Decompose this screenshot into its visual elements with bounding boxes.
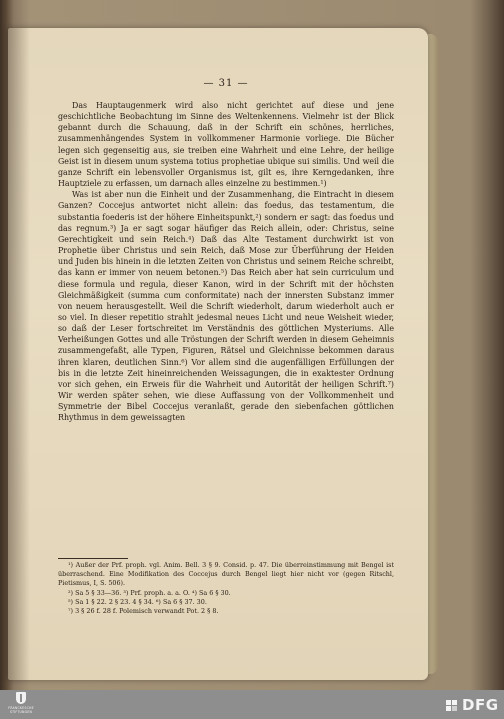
page-number: — 31 — <box>203 78 249 89</box>
gutter-shadow <box>8 28 30 680</box>
footnote-1: ¹) Außer der Prf. proph. vgl. Anim. Bell. 3 § 9. Consid. p. 47. Die überreinstimmung mit Bengel ist überraschend. Eine Modifikation des Coccejus durch Bengel liegt hier nicht vor (gegen Ritschl, Pietismus, I, S. 506). <box>58 561 394 588</box>
library-name-line-2: STIFTUNGEN <box>9 710 33 714</box>
viewer-bottom-bar <box>0 690 504 719</box>
library-logo <box>6 692 36 717</box>
body-text <box>58 100 394 424</box>
footnote-row-3: ⁵) Sa 1 § 22. 2 § 23. 4 § 34. ⁶) Sa 6 § 37. 30. <box>68 597 207 606</box>
paragraph-2: Was ist aber nun die Einheit und der Zusammenhang, die Eintracht in diesem Ganzen? Coccejus antwortet nicht allein: das foedus, das testamentum, die substantia foederis ist der höhere Einheitspunkt,²) sondern er sagt: das foedus und das regnum.³) Ja er sagt sogar häufiger das Reich allein, oder: Christus, seine Gerechtigkeit und sein Reich.⁴) Daß das Alte Testament durchwirkt ist von Prophetie über Christus und sein Reich, daß Mose zur Überführung der Heiden und Juden bis hinein in die letzten Zeiten von Christus und seinem Reiche schreibt, das kann er immer von neuem betonen.⁵) Das Reich aber hat sein curriculum und diese formula und regula, dieser Kanon, wird in der Schrift mit der höchsten Gleichmäßigkeit (summa cum conformitate) nach der innersten Substanz immer von neuem herausgestellt. Weil die Schrift wiederholt, darum wiederholt auch er so viel. In dieser repetitio strahlt jedesmal neues Licht und neue Weisheit wieder, so daß der Leser fortschreitet im Verständnis des göttlichen Mysteriums. Alle Verheißungen Gottes und alle Tröstungen der Schrift werden in diesem Geheimnis zusammengefaßt, alle Typen, Figuren, Rätsel und Gleichnisse bekommen daraus ihren klaren, deutlichen Sinn.⁶) Vor allem sind die augenfälligen Erfüllungen der bis in die letzte Zeit hineinreichenden Weissagungen, die in exaktester Ordnung vor sich gehen, ein Erweis für die Wahrheit und Autorität der heiligen Schrift.⁷) Wir werden später sehen, wie diese Auffassung von der Vollkommenheit und Symmetrie der Bibel Coccejus veranlaßt, gerade den siebenfachen göttlichen Rhythmus in dem geweissagten <box>58 190 394 423</box>
dfg-logo-icon <box>446 694 500 716</box>
footnotes <box>58 561 394 616</box>
dfg-mark-icon <box>446 700 460 712</box>
footnote-row-4: ⁷) 3 § 26 f. 28 f. Polemisch verwandt Pot. 2 § 8. <box>68 607 219 616</box>
footnote-row-2: ²) Sa 5 § 33—36. ³) Prf. proph. a. a. O. ⁴) Sa 6 § 30. <box>68 588 231 597</box>
footnote-rule <box>58 558 128 559</box>
dfg-logo-text: DFG <box>462 696 499 714</box>
library-name-line-1: FRANCKESCHE <box>8 706 34 710</box>
paragraph-1: Das Hauptaugenmerk wird also nicht gerichtet auf diese und jene geschichtliche Beobachtung im Sinne des Weltenkennens. Vielmehr ist der Blick gebannt durch die Schauung, daß in der Schrift ein schönes, herrliches, zusammenhängendes System in vollkommener Harmonie vorliege. Die Bücher legen sich gegenseitig aus, sie treiben eine Wahrheit und eine Lehre, der heilige Geist ist in diesem unum systema totius prophetiae ubique sui similis. Und weil die ganze Schrift ein lebensvoller Organismus ist, gilt es, ihre Kerngedanken, ihre Hauptziele zu erfassen, um darnach alles einzelne zu bestimmen.¹) <box>58 101 394 189</box>
